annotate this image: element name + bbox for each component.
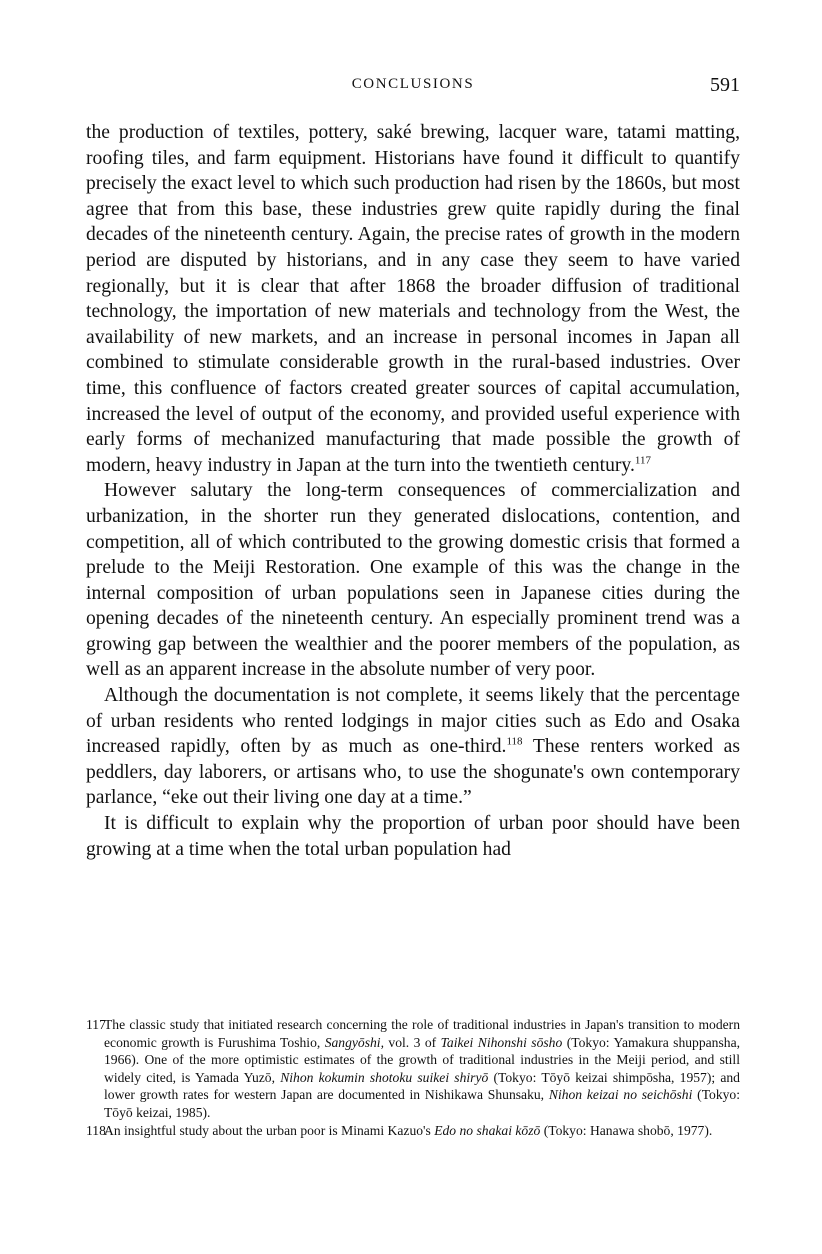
footnote-text: (Tokyo: Tōyō keizai, 1985). [104, 1087, 741, 1120]
paragraph-text: However salutary the long-term consequences of commercialization and urbanization, in the shorter run they generated dislocations, contention, and competition, all of which contributed to the growing domestic crisis that formed a prelude to the Meiji Restoration. One example of this was the change in the internal composition of urban populations seen in Japanese cities during the opening decades of the nineteenth century. An especially prominent trend was a growing gap between the wealthier and the poorer members of the population, as well as an apparent increase in the absolute number of very poor. [86, 480, 740, 681]
paragraph-text: These renters worked as peddlers, day laborers, or artisans who, to use the shogunate's own contemporary parlance, “eke out their living one day at a time.” [86, 736, 740, 809]
paragraph-text: the production of textiles, pottery, saké brewing, lacquer ware, tatami matting, roofing tiles, and farm equipment. Historians have found it difficult to quantify precisely the exact level to which such production had risen by the 1860s, but most agree that from this base, these industries grew quite rapidly during the final decades of the nineteenth century. Again, the precise rates of growth in the modern period are disputed by historians, and in any case they seem to have varied regionally, but it is clear that after 1868 the broader diffusion of traditional technology, the importation of new materials and technology from the West, the availability of new markets, and an increase in personal incomes in Japan all combined to stimulate considerable growth in the rural-based industries. Over time, this confluence of factors created greater sources of capital accumulation, increased the level of output of the economy, and provided useful experience with early forms of mechanized manufacturing that made possible the growth of modern, heavy industry in Japan at the turn into the twentieth century. [86, 122, 740, 476]
footnote-title: Nihon kokumin shotoku suikei shiryō [280, 1069, 489, 1085]
paragraph [86, 120, 740, 478]
footnote-title: Sangyōshi, [324, 1034, 384, 1050]
body-text [86, 120, 740, 862]
footnote-number: 118 [86, 1122, 106, 1138]
page-header [86, 74, 740, 98]
footnote-117 [86, 1016, 740, 1122]
footnote-text: An insightful study about the urban poor is Minami Kazuo's [104, 1122, 435, 1138]
footnote-number: 117 [86, 1017, 106, 1032]
footnote-ref: 117 [634, 454, 651, 467]
footnote-ref: 118 [506, 735, 523, 748]
footnote-title: Taikei Nihonshi sōsho [440, 1034, 563, 1050]
paragraph [86, 683, 740, 811]
footnote-text: (Tokyo: Tōyō keizai shimpōsha, 1957); and lower growth rates for western Japan are documented in Nishikawa Shunsaku, [104, 1069, 740, 1103]
footnote-title: Nihon keizai no seichōshi [548, 1087, 693, 1103]
paragraph-text: It is difficult to explain why the proportion of urban poor should have been growing at a time when the total urban population had [86, 813, 740, 860]
paragraph-text: Although the documentation is not complete, it seems likely that the percentage of urban residents who rented lodgings in major cities such as Edo and Osaka increased rapidly, often by as much as one-third. [86, 685, 740, 758]
footnote-text: (Tokyo: Yamakura shuppansha, 1966). One of the more optimistic estimates of the growth of traditional industries in the Meiji period, and still widely cited, is Yamada Yuzō, [104, 1034, 740, 1085]
footnote-118 [86, 1122, 740, 1140]
footnote-text: The classic study that initiated research concerning the role of traditional industries in Japan's transition to modern economic growth is Furushima Toshio, [104, 1017, 740, 1050]
footnote-text: vol. 3 of [383, 1034, 441, 1050]
paragraph [86, 811, 740, 862]
paragraph [86, 478, 740, 683]
page-number: 591 [710, 74, 740, 96]
running-head: CONCLUSIONS [351, 76, 475, 92]
footnote-text: (Tokyo: Hanawa shobō, 1977). [540, 1122, 713, 1138]
footnote-title: Edo no shakai kōzō [434, 1122, 541, 1138]
footnotes [86, 1016, 740, 1139]
